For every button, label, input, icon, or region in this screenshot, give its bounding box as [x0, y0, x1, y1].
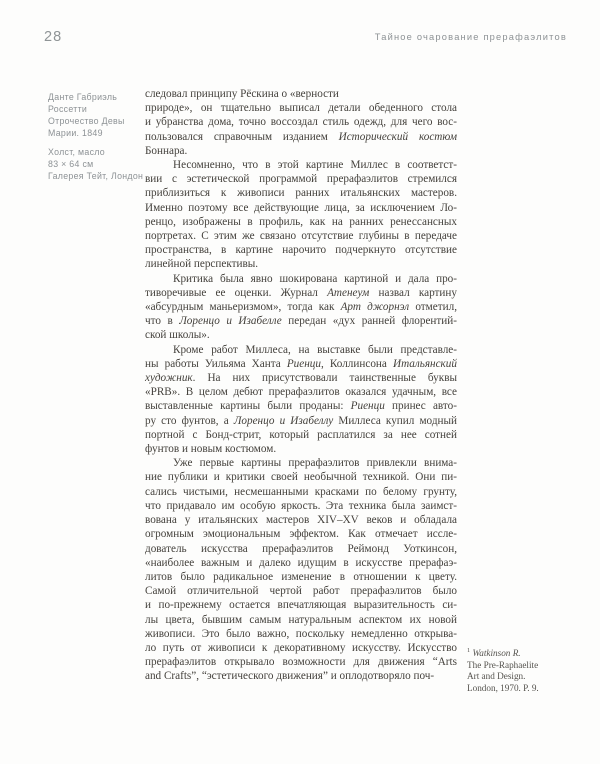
artwork-details [48, 146, 144, 182]
text-segment: ской школы». [145, 329, 210, 342]
page-number: 28 [44, 29, 63, 45]
text-segment: . На них присутствовали таинственные буквы [192, 372, 457, 385]
text-segment: вии с эстетической программой прерафаэлитов стремился [145, 173, 457, 186]
caption-line: Холст, масло [48, 147, 106, 157]
text-segment: сались чистыми, несмешанными красками по белому грунту, [145, 485, 457, 498]
text-segment: ны работы Уильяма Ханта [145, 357, 287, 370]
text-line [145, 627, 457, 641]
text-line [145, 115, 457, 129]
text-segment: отметил, [409, 301, 457, 314]
running-header: Тайное очарование прерафаэлитов [374, 32, 567, 42]
text-segment: линейной перспективы. [145, 258, 259, 271]
text-line [145, 300, 457, 314]
text-segment: вована у итальянских мастеров XIV–XV веков и обладала [145, 514, 457, 527]
text-segment: приблизиться к живописи ранних итальянских мастеров. [145, 187, 457, 200]
text-segment: Уже первые картины прерафаэлитов привлекли внима- [173, 457, 457, 470]
text-segment: принес авто- [384, 400, 457, 413]
text-line [145, 257, 457, 271]
text-segment: and Crafts”, “эстетического движения” и оплодотворяло поч- [145, 670, 435, 683]
text-segment: фунтов и новым костюмом. [145, 443, 277, 456]
text-segment: «PRB». В целом дебют прерафаэлитов оказался удачным, все [145, 386, 457, 399]
text-segment: «абсурдным маньеризмом», тогда как [145, 301, 341, 314]
text-segment: «наиболее важным и далеко идущим в искусстве прерафаэ- [145, 556, 457, 569]
text-line [145, 485, 457, 499]
italic-text-segment: Лоренцо и Изабелле [179, 315, 282, 328]
text-line [145, 272, 457, 286]
italic-text-segment: Атенеум [327, 286, 370, 299]
footnote-line: London, 1970. P. 9. [467, 682, 539, 693]
text-segment: и по-прежнему остается впечатляющая выразительность си- [145, 599, 457, 612]
text-line [145, 158, 457, 172]
text-line [145, 243, 457, 257]
text-line [145, 201, 457, 215]
text-segment: Самой отличительной чертой работ прерафаэлитов было [145, 585, 457, 598]
text-segment: прерафаэлитов открывало возможности для движения “Arts [145, 656, 457, 669]
text-line [145, 470, 457, 484]
text-line [145, 186, 457, 200]
text-line [145, 655, 457, 669]
text-line [145, 556, 457, 570]
italic-text-segment: Исторический костюм [338, 130, 457, 143]
italic-text-segment: Итальянский [392, 357, 457, 370]
text-segment: Критика была явно шокирована картиной и дала про- [173, 272, 457, 285]
text-line [145, 442, 457, 456]
text-line [145, 641, 457, 655]
text-segment: литов было радикальное изменение в отношении к цвету. [145, 570, 457, 583]
text-segment: назвал картину [369, 286, 457, 299]
text-segment: природе», он тщательно выписал детали обеденного стола [145, 102, 457, 115]
footnote-line: The Pre-Raphaelite [467, 659, 539, 670]
caption-line: Галерея Тейт, Лондон [48, 171, 144, 181]
text-segment: лы цвета, бывшим самым натуральным аспектом их новой [145, 613, 457, 626]
text-line [145, 414, 457, 428]
body-text [145, 87, 457, 684]
italic-text-segment: Арт джорнэл [340, 301, 410, 314]
text-line [145, 357, 457, 371]
text-line [145, 513, 457, 527]
text-line [145, 456, 457, 470]
text-line [145, 130, 457, 144]
caption-line: 83 × 64 см [48, 159, 94, 169]
text-line [145, 570, 457, 584]
text-line [145, 613, 457, 627]
text-segment: тиворечивые ее оценки. Журнал [145, 286, 328, 299]
text-line [145, 314, 457, 328]
text-segment: Боннара. [145, 144, 188, 157]
text-segment: , Коллинсона [320, 357, 393, 370]
text-segment: передан «дух ранней флорентий- [281, 315, 457, 328]
text-line [145, 399, 457, 413]
text-segment: огромным эмоциональным эффектом. Как отмечает иссле- [145, 528, 457, 541]
text-line [145, 87, 457, 101]
text-segment: следовал принципу Рёскина о «верности [145, 88, 339, 100]
text-segment: Миллеса купил модный [333, 414, 458, 427]
text-line [145, 328, 457, 342]
text-segment: что в [145, 315, 180, 328]
text-line [145, 584, 457, 598]
text-line [145, 144, 457, 158]
text-line [145, 229, 457, 243]
text-segment: портной с Бонд-стрит, который расплатился за нее сотней [145, 428, 457, 441]
text-line [145, 286, 457, 300]
text-segment: ру сто фунтов, а [145, 414, 234, 427]
text-segment: и убранства дома, точно воссоздал стиль одежд, для чего вос- [145, 116, 457, 129]
text-segment: живописи. Это было важно, поскольку немедленно открыва- [145, 627, 457, 640]
text-line [145, 669, 457, 683]
text-segment: выставленные картины были проданы: [145, 400, 351, 413]
text-segment: Кроме работ Миллеса, на выставке были представле- [173, 343, 457, 356]
text-line [145, 371, 457, 385]
text-segment: Именно поэтому все действующие лица, за исключением Ло- [145, 201, 457, 214]
artwork-caption [48, 91, 144, 182]
artwork-credit [48, 91, 144, 139]
text-line [145, 542, 457, 556]
text-line [145, 172, 457, 186]
text-segment: ренцо, изображены в профиль, как на ранних ренессансных [145, 215, 457, 228]
text-segment: портретах. С этим же связано отсутствие глубины в передаче [145, 230, 457, 243]
italic-text-segment: Лоренцо и Изабеллу [233, 414, 334, 427]
text-line [145, 527, 457, 541]
footnote [467, 648, 579, 694]
italic-text-segment: художник [145, 372, 193, 385]
text-segment: пользовался справочным изданием [145, 130, 339, 143]
text-line [145, 215, 457, 229]
text-segment: пространства, в картине нарочито подчеркнуто отсутствие [145, 244, 457, 257]
caption-line: Марии. 1849 [48, 128, 103, 138]
footnote-marker: 1 [467, 646, 471, 654]
caption-line: Отрочество Девы [48, 116, 125, 126]
text-line [145, 385, 457, 399]
text-line [145, 428, 457, 442]
text-segment: Несомненно, что в этой картине Миллес в соответст- [173, 159, 457, 172]
footnote-line: Art and Design. [467, 671, 526, 682]
text-segment: что придавало им особую яркость. Эта техника была заимст- [145, 499, 457, 512]
text-line [145, 499, 457, 513]
text-segment: дователь искусства прерафаэлитов Реймонд Уоткинсон, [145, 542, 457, 555]
italic-text-segment: Риенци [286, 357, 321, 370]
footnote-author: Watkinson R. [472, 648, 521, 658]
italic-text-segment: Риенци [350, 400, 385, 413]
footnote-reference [467, 648, 579, 660]
text-segment: ние публики и критики своей необычной техникой. Они пи- [145, 471, 457, 484]
text-segment: ло путь от живописи к декоративному искусству. Искусство [145, 641, 457, 654]
text-line [145, 343, 457, 357]
text-line [145, 598, 457, 612]
text-line [145, 101, 457, 115]
caption-line: Россетти [48, 104, 88, 114]
caption-line: Данте Габриэль [48, 92, 118, 102]
